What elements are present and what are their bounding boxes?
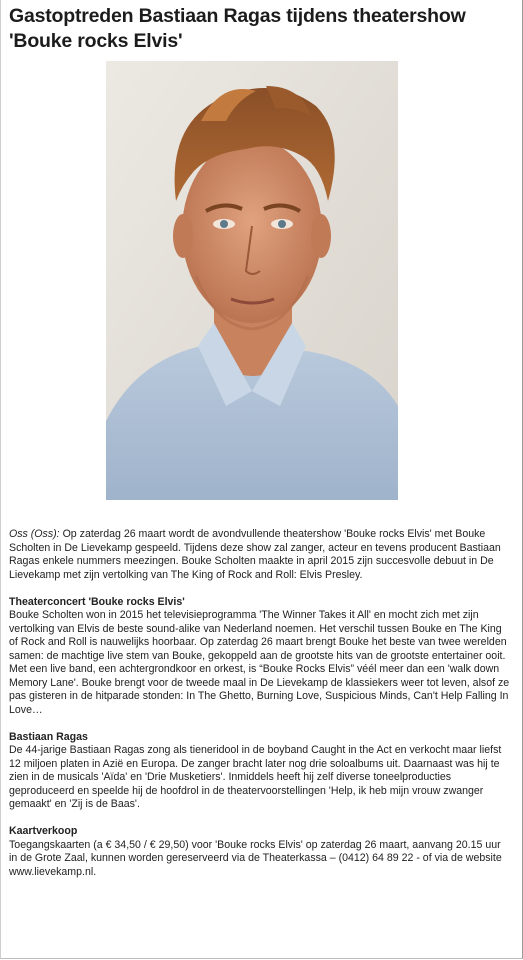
section-kaartverkoop [9,825,511,879]
article-body [9,528,511,893]
section-text: De 44-jarige Bastiaan Ragas zong als tieneridool in de boyband Caught in the Act en verkocht maar liefst 12 miljoen platen in Azië en Europa. De zanger bracht later nog drie soloalbums uit. Daarnaast was hij te zien in de musicals 'Aïda' en 'Drie Musketiers'. Inmiddels heeft hij zelf diverse toneelproducties geproduceerd en speelde hij de hoofdrol in de theatervoorstellingen 'Help, ik heb mijn vrouw zwanger gemaakt' en 'Zij is de Baas'. [9,744,502,810]
section-heading: Bastiaan Ragas [9,730,88,743]
section-text: Bouke Scholten won in 2015 het televisieprogramma 'The Winner Takes it All' en mocht zich met zijn vertolking van Elvis de beste sound-alike van Nederland noemen. Het verschil tussen Bouke en The King of Rock and Roll is nauwelijks hoorbaar. Op zaterdag 26 maart brengt Bouke het beste van twee werelden samen: de machtige live stem van Bouke, gekoppeld aan de grootste hits van de grootste entertainer ooit. Met een live band, een achtergrondkoor en orkest, is “Bouke Rocks Elvis” véél meer dan een 'walk down Memory Lane'. Bouke brengt voor de tweede maal in De Lievekamp de klassiekers weer tot leven, alsof ze pas gisteren in de hitparade stonden: In The Ghetto, Burning Love, Suspicious Minds, Can't Help Falling In Love… [9,609,510,716]
article-header [9,4,511,54]
portrait-photo [106,61,398,500]
article-title: Gastoptreden Bastiaan Ragas tijdens theatershow 'Bouke rocks Elvis' [9,5,466,52]
dateline: Oss (Oss): [9,528,60,540]
section-heading: Theaterconcert 'Bouke rocks Elvis' [9,595,185,608]
section-heading: Kaartverkoop [9,825,78,837]
intro-text: Op zaterdag 26 maart wordt de avondvullende theatershow 'Bouke rocks Elvis' met Bouke Scholten in De Lievekamp gespeeld. Tijdens deze show zal zanger, acteur en tevens producent Bastiaan Ragas enkele nummers meezingen. Bouke Scholten maakte in april 2015 zijn succesvolle debuut in De Lievekamp met zijn vertolking van The King of Rock and Roll: Elvis Presley. [9,528,501,581]
intro-paragraph [9,528,511,582]
section-bastiaan-ragas [9,731,511,812]
section-theaterconcert [9,596,511,718]
section-text: Toegangskaarten (a € 34,50 / € 29,50) voor 'Bouke rocks Elvis' op zaterdag 26 maart, aanvang 20.15 uur in de Grote Zaal, kunnen worden gereserveerd via de Theaterkassa – (0412) 64 89 22 - of via de website www.lievekamp.nl. [9,838,502,878]
